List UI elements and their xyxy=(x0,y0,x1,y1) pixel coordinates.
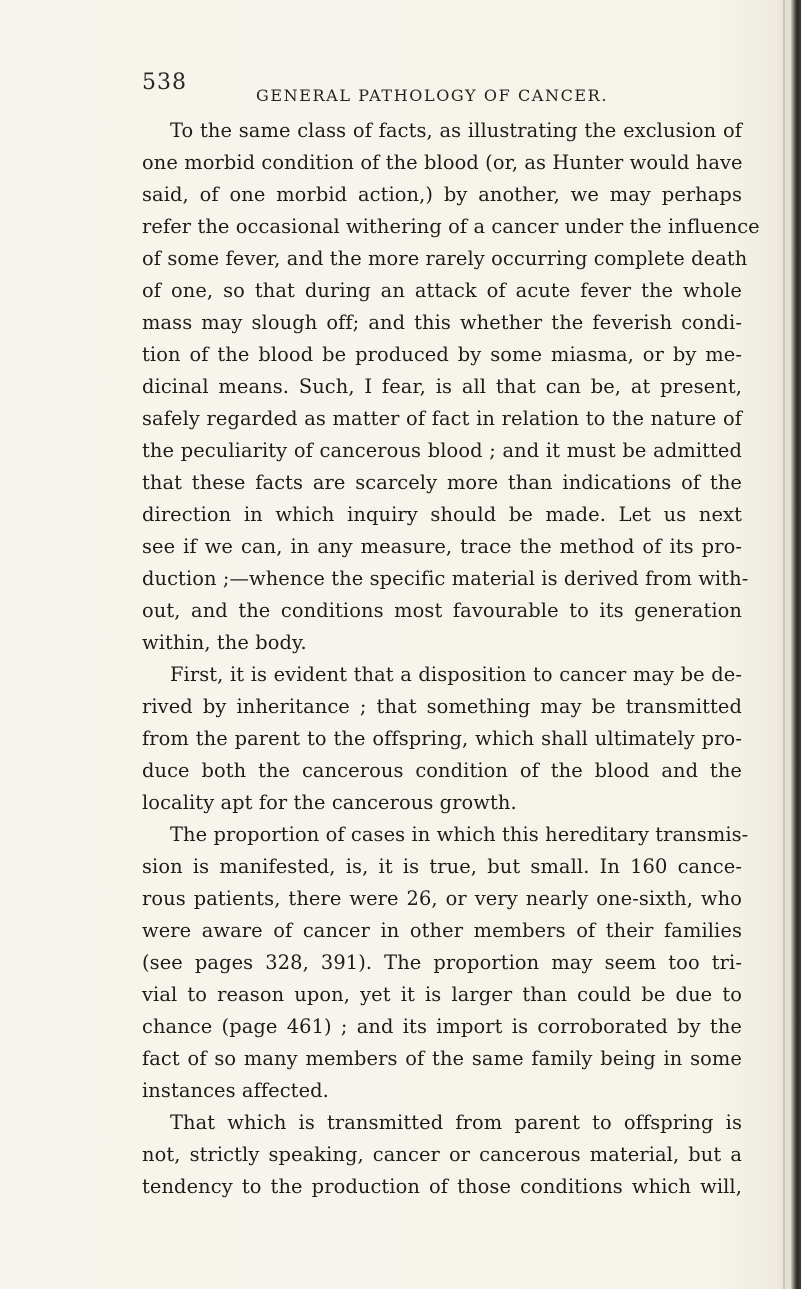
text-line: sion is manifested, is, it is true, but small. In 160 cance- xyxy=(142,855,742,878)
text-line: see if we can, in any measure, trace the method of its pro- xyxy=(142,535,742,558)
text-line: duce both the cancerous condition of the blood and the xyxy=(142,759,742,782)
text-line: out, and the conditions most favourable to its generation xyxy=(142,599,742,622)
text-line: said, of one morbid action,) by another, we may perhaps xyxy=(142,183,742,206)
page-header xyxy=(142,70,742,116)
text-line: dicinal means. Such, I fear, is all that can be, at present, xyxy=(142,375,742,398)
text-line: the peculiarity of cancerous blood ; and it must be admitted xyxy=(142,439,742,462)
text-line: locality apt for the cancerous growth. xyxy=(142,791,517,814)
text-line: of one, so that during an attack of acute fever the whole xyxy=(142,279,742,302)
text-line: from the parent to the offspring, which shall ultimately pro- xyxy=(142,727,742,750)
text-line: chance (page 461) ; and its import is corroborated by the xyxy=(142,1015,742,1038)
body-text xyxy=(142,115,760,1203)
text-line: safely regarded as matter of fact in relation to the nature of xyxy=(142,407,742,430)
text-line: rived by inheritance ; that something may be transmitted xyxy=(142,695,742,718)
text-line: of some fever, and the more rarely occurring complete death xyxy=(142,247,748,270)
text-line: instances affected. xyxy=(142,1079,329,1102)
text-line: First, it is evident that a disposition to cancer may be de- xyxy=(170,663,742,686)
text-line: (see pages 328, 391). The proportion may seem too tri- xyxy=(142,951,742,974)
text-line: duction ;—whence the specific material is derived from with- xyxy=(142,567,749,590)
text-line: That which is transmitted from parent to offspring is xyxy=(170,1111,742,1134)
page-number: 538 xyxy=(142,70,187,95)
text-line: within, the body. xyxy=(142,631,307,654)
running-title: GENERAL PATHOLOGY OF CANCER. xyxy=(256,86,609,105)
text-line: tion of the blood be produced by some miasma, or by me- xyxy=(142,343,742,366)
text-line: direction in which inquiry should be made. Let us next xyxy=(142,503,742,526)
text-line: refer the occasional withering of a cancer under the influence xyxy=(142,215,760,238)
text-line: one morbid condition of the blood (or, as Hunter would have xyxy=(142,151,743,174)
text-line: To the same class of facts, as illustrating the exclusion of xyxy=(170,119,742,142)
text-line: not, strictly speaking, cancer or cancerous material, but a xyxy=(142,1143,742,1166)
text-line: vial to reason upon, yet it is larger than could be due to xyxy=(142,983,742,1006)
text-line: tendency to the production of those conditions which will, xyxy=(142,1175,742,1198)
text-line: were aware of cancer in other members of their families xyxy=(142,919,742,942)
text-line: mass may slough off; and this whether the feverish condi- xyxy=(142,311,742,334)
text-line: that these facts are scarcely more than indications of the xyxy=(142,471,742,494)
text-line: rous patients, there were 26, or very nearly one-sixth, who xyxy=(142,887,742,910)
text-line: fact of so many members of the same family being in some xyxy=(142,1047,742,1070)
page-gutter-shadow xyxy=(783,0,785,1289)
book-binding-edge xyxy=(791,0,801,1289)
text-line: The proportion of cases in which this hereditary transmis- xyxy=(170,823,749,846)
